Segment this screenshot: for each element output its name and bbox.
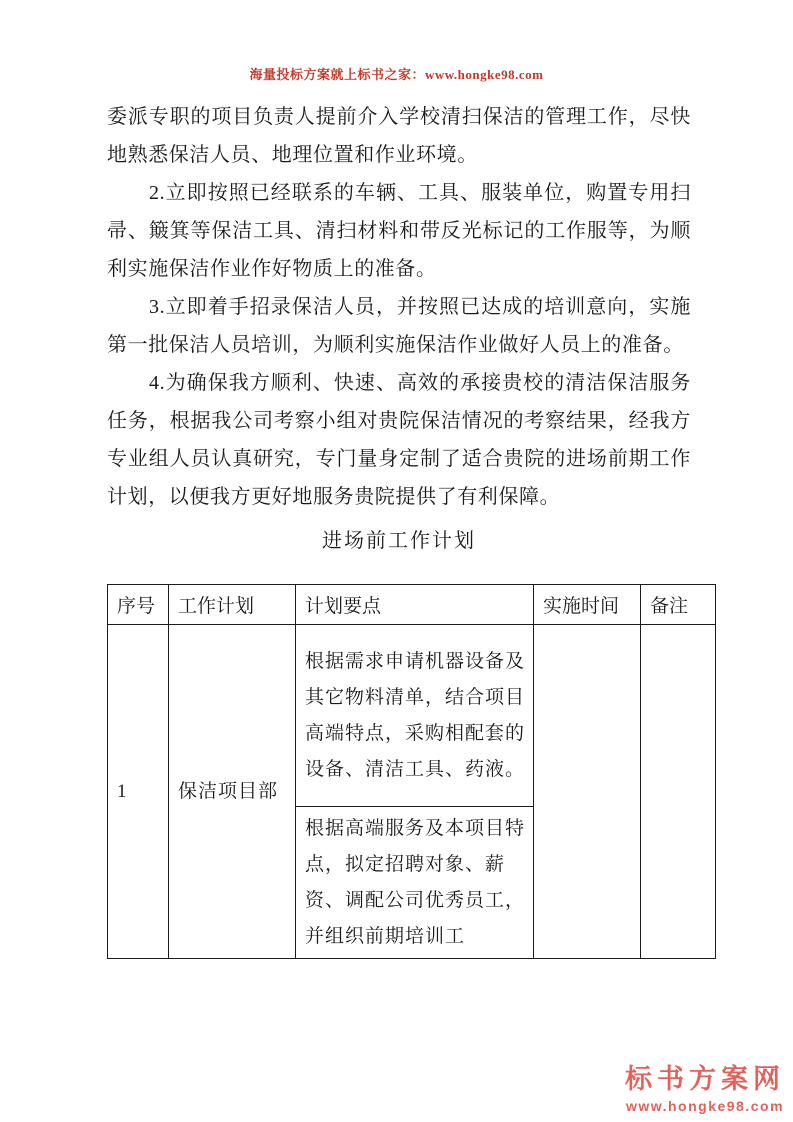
cell-implementation-time bbox=[534, 625, 641, 959]
work-plan-table bbox=[107, 584, 716, 959]
cell-plan-points-2: 根据高端服务及本项目特点，拟定招聘对象、薪资、调配公司优秀员工，并组织前期培训工 bbox=[296, 807, 534, 959]
watermark-url: www.hongke98.com bbox=[625, 1098, 785, 1114]
cell-remarks bbox=[641, 625, 716, 959]
watermark bbox=[625, 1057, 785, 1114]
body-paragraph: 4.为确保我方顺利、快速、高效的承接贵校的清洁保洁服务任务，根据我公司考察小组对贵院保洁情况的考察结果，经我方专业组人员认真研究，专门量身定制了适合贵院的进场前期工作计划，以便我方更好地服务贵院提供了有利保障。 bbox=[107, 372, 691, 508]
col-header-note: 备注 bbox=[641, 585, 716, 625]
cell-plan-points-1: 根据需求申请机器设备及其它物料清单，结合项目高端特点，采购相配套的设备、清洁工具、药液。 bbox=[296, 625, 534, 807]
table-header-row bbox=[108, 585, 716, 625]
col-header-plan: 工作计划 bbox=[169, 585, 296, 625]
cell-index: 1 bbox=[108, 625, 169, 959]
section-title: 进场前工作计划 bbox=[322, 530, 476, 552]
header-site-note: 海量投标方案就上标书之家：www.hongke98.com bbox=[249, 67, 544, 82]
body-paragraph: 3.立即着手招录保洁人员，并按照已达成的培训意向，实施第一批保洁人员培训，为顺利实施保洁作业做好人员上的准备。 bbox=[107, 296, 691, 356]
document-body bbox=[107, 98, 691, 959]
cell-work-plan: 保洁项目部 bbox=[169, 625, 296, 959]
col-header-points: 计划要点 bbox=[296, 585, 534, 625]
col-header-time: 实施时间 bbox=[534, 585, 641, 625]
body-paragraph: 2.立即按照已经联系的车辆、工具、服装单位，购置专用扫帚、簸箕等保洁工具、清扫材料和带反光标记的工作服等，为顺利实施保洁作业作好物质上的准备。 bbox=[107, 182, 691, 280]
watermark-site-name: 标书方案网 bbox=[625, 1064, 785, 1094]
body-paragraph: 委派专职的项目负责人提前介入学校清扫保洁的管理工作，尽快地熟悉保洁人员、地理位置和作业环境。 bbox=[107, 106, 691, 166]
table-row bbox=[108, 625, 716, 807]
col-header-index: 序号 bbox=[108, 585, 169, 625]
